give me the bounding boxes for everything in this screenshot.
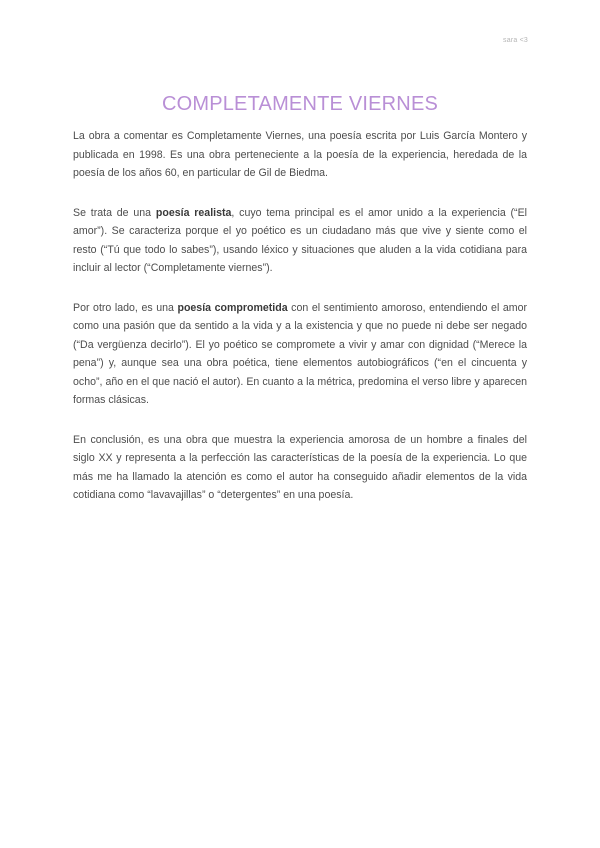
paragraph-intro: La obra a comentar es Completamente Viernes, una poesía escrita por Luis García Montero y publicada en 1998. Es una obra perteneciente a la poesía de la experiencia, heredada de la poesía de los años 60, en particular de Gil de Biedma.	[73, 130, 527, 179]
paragraph-text: Se trata de una	[73, 206, 156, 219]
paragraph-comprometida	[73, 299, 527, 410]
header-note: sara <3	[503, 37, 528, 44]
paragraph-realista	[73, 204, 527, 278]
paragraph-text: con el sentimiento amoroso, entendiendo el amor como una pasión que da sentido a la vida y a la existencia y que no puede ni debe ser negado (“Da vergüenza decirlo”). El yo poético se compromete a vivir y amar con dignidad (“Merece la pena”) y, aunque sea una obra poética, tiene elementos autobiográficos (“en el cincuenta y ocho”, año en el que nació el autor). En cuanto a la métrica, predomina el verso libre y aparecen formas clásicas.	[73, 301, 528, 406]
page-title: COMPLETAMENTE VIERNES	[161, 93, 439, 115]
paragraph-text: , cuyo tema principal es el amor unido a la experiencia (“El amor”). Se caracteriza porque el yo poético es un ciudadano más que vive y siente como el resto (“Tú que todo lo sabes”), usando léxico y situaciones que aluden a la vida cotidiana para incluir al lector (“Completamente viernes”).	[73, 206, 528, 274]
bold-term: poesía realista	[155, 206, 232, 219]
document-body	[73, 127, 527, 526]
paragraph-text: Por otro lado, es una	[73, 301, 178, 314]
bold-term: poesía comprometida	[177, 301, 288, 314]
paragraph-conclusion: En conclusión, es una obra que muestra la experiencia amorosa de un hombre a finales del siglo XX y representa a la perfección las características de la poesía de la experiencia. Lo que más me ha llamado la atención es como el autor ha conseguido añadir elementos de la vida cotidiana como “lavavajillas” o “detergentes” en una poesía.	[73, 433, 527, 501]
